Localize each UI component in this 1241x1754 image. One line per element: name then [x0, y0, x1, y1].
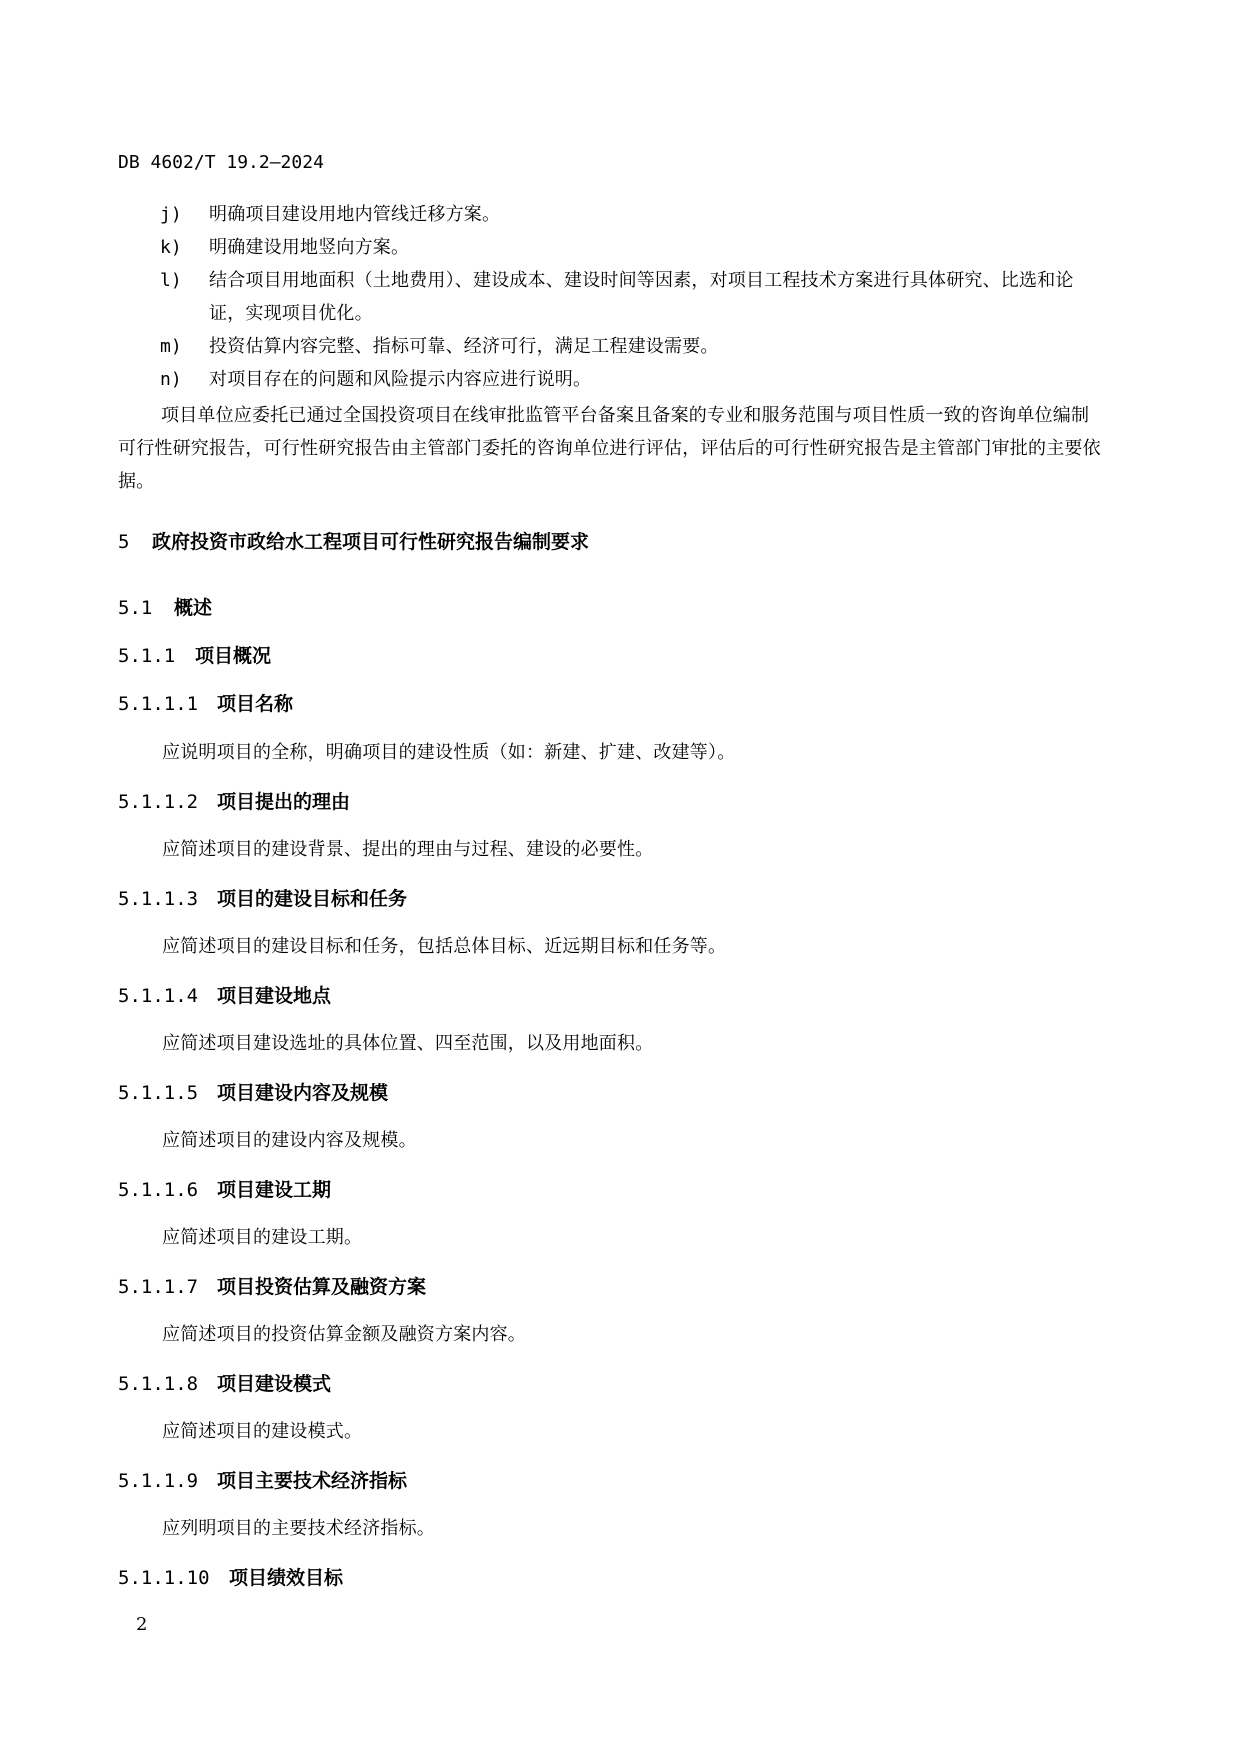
section-title: 概述	[174, 597, 213, 619]
subsection-heading	[118, 1175, 331, 1202]
section-heading	[118, 527, 589, 554]
section-number: 5.1	[118, 597, 153, 619]
subsection-number: 5.1.1.4	[118, 985, 199, 1007]
subsection-heading	[118, 1369, 331, 1396]
subsection-title: 项目建设内容及规模	[217, 1082, 389, 1104]
section-heading	[118, 641, 271, 668]
subsection-title: 项目建设地点	[217, 985, 332, 1007]
subsection-body: 应简述项目的建设模式。	[162, 1421, 363, 1442]
subsection-heading	[118, 1466, 407, 1493]
list-text: 结合项目用地面积（土地费用）、建设成本、建设时间等因素，对项目工程技术方案进行具体研究、比选和论证，实现项目优化。	[209, 270, 1074, 324]
subsection-heading	[118, 1563, 343, 1590]
subsection-number: 5.1.1.7	[118, 1276, 199, 1298]
section-number: 5.1.1	[118, 645, 176, 667]
subsection-title: 项目提出的理由	[217, 791, 351, 813]
subsection-heading	[118, 1078, 388, 1105]
subsection-heading	[118, 981, 331, 1008]
list-item	[160, 231, 1106, 264]
section-number: 5	[118, 531, 130, 553]
subsection-number: 5.1.1.10	[118, 1567, 210, 1589]
subsection-body: 应简述项目的投资估算金额及融资方案内容。	[162, 1324, 526, 1345]
subsection-title: 项目主要技术经济指标	[217, 1470, 408, 1492]
subsection-body: 应简述项目建设选址的具体位置、四至范围，以及用地面积。	[162, 1033, 654, 1054]
list-marker: k)	[160, 237, 182, 258]
subsection-title: 项目的建设目标和任务	[217, 888, 408, 910]
subsection-body: 应列明项目的主要技术经济指标。	[162, 1518, 435, 1539]
subsection-title: 项目投资估算及融资方案	[217, 1276, 427, 1298]
list-text: 明确项目建设用地内管线迁移方案。	[209, 204, 501, 225]
list-text: 对项目存在的问题和风险提示内容应进行说明。	[209, 369, 592, 390]
subsection-number: 5.1.1.2	[118, 791, 199, 813]
list-item	[160, 264, 1106, 330]
subsection-body: 应简述项目的建设背景、提出的理由与过程、建设的必要性。	[162, 839, 654, 860]
subsection-number: 5.1.1.9	[118, 1470, 199, 1492]
section-heading	[118, 593, 212, 620]
document-code: DB 4602/T 19.2—2024	[118, 152, 324, 173]
list-marker: l)	[160, 270, 182, 291]
list-marker: j)	[160, 204, 182, 225]
subsection-number: 5.1.1.8	[118, 1373, 199, 1395]
subsection-heading	[118, 1272, 426, 1299]
subsection-heading	[118, 884, 407, 911]
subsection-body: 应简述项目的建设目标和任务，包括总体目标、近远期目标和任务等。	[162, 936, 727, 957]
subsection-title: 项目名称	[217, 693, 294, 715]
page-number: 2	[136, 1614, 148, 1635]
section-title: 项目概况	[195, 645, 272, 667]
list-marker: m)	[160, 336, 182, 357]
subsection-heading	[118, 787, 350, 814]
list-item	[160, 198, 1106, 231]
subsection-body: 应说明项目的全称，明确项目的建设性质（如：新建、扩建、改建等）。	[162, 742, 736, 763]
list-item	[160, 330, 1106, 363]
body-paragraph: 项目单位应委托已通过全国投资项目在线审批监管平台备案且备案的专业和服务范围与项目性质一致的咨询单位编制可行性研究报告，可行性研究报告由主管部门委托的咨询单位进行评估，评估后的可行性研究报告是主管部门审批的主要依据。	[118, 405, 1101, 492]
subsection-number: 5.1.1.5	[118, 1082, 199, 1104]
subsection-title: 项目建设工期	[217, 1179, 332, 1201]
section-title: 政府投资市政给水工程项目可行性研究报告编制要求	[152, 531, 590, 553]
requirement-list	[160, 198, 1106, 396]
subsection-number: 5.1.1.1	[118, 693, 199, 715]
list-text: 投资估算内容完整、指标可靠、经济可行，满足工程建设需要。	[209, 336, 719, 357]
subsection-number: 5.1.1.6	[118, 1179, 199, 1201]
list-text: 明确建设用地竖向方案。	[209, 237, 410, 258]
list-item	[160, 363, 1106, 396]
subsection-body: 应简述项目的建设工期。	[162, 1227, 363, 1248]
subsection-title: 项目建设模式	[217, 1373, 332, 1395]
subsection-body: 应简述项目的建设内容及规模。	[162, 1130, 417, 1151]
subsection-number: 5.1.1.3	[118, 888, 199, 910]
subsection-heading	[118, 689, 293, 716]
subsection-title: 项目绩效目标	[229, 1567, 344, 1589]
list-marker: n)	[160, 369, 182, 390]
